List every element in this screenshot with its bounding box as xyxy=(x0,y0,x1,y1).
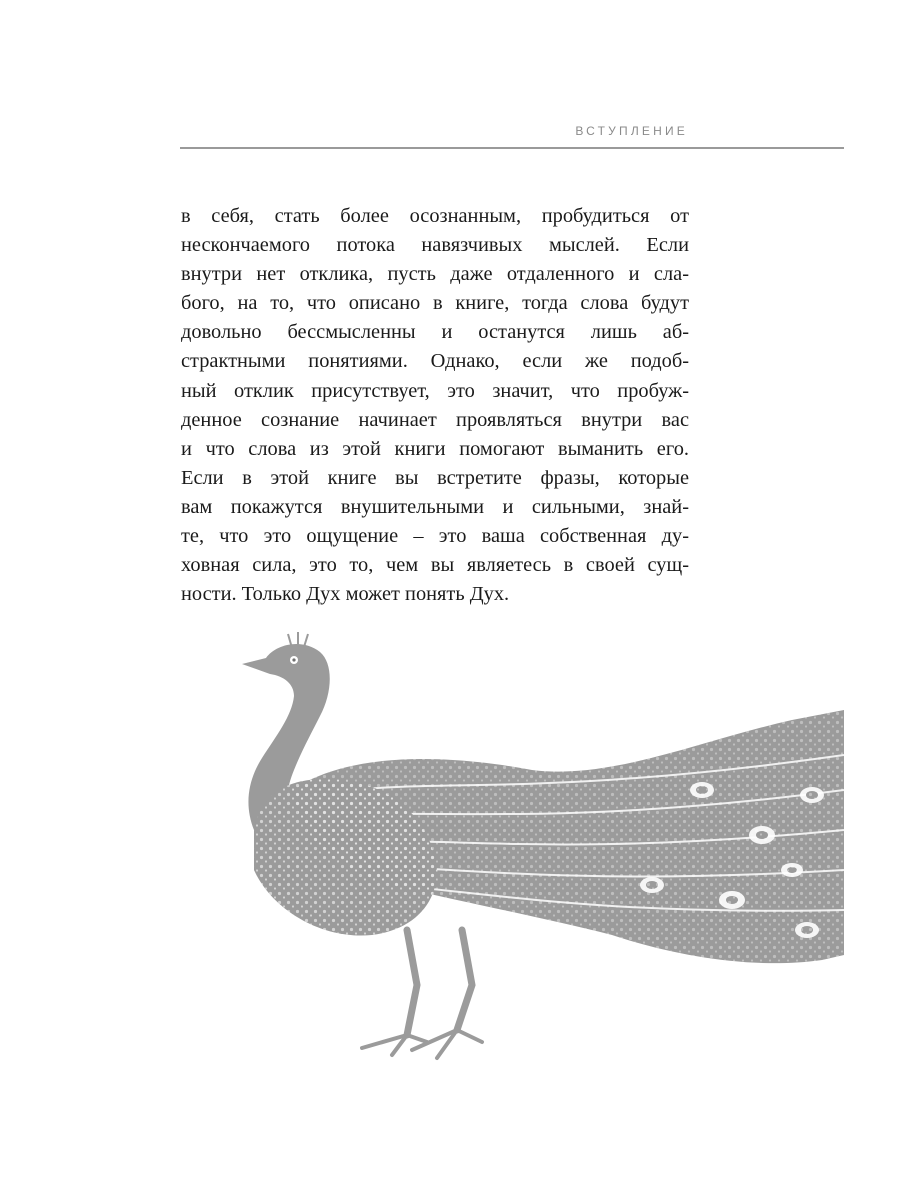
text-line: страктными понятиями. Однако, если же подоб- xyxy=(181,350,689,373)
header-rule xyxy=(180,147,844,149)
text-line: и что слова из этой книги помогают выманить его. xyxy=(181,437,689,460)
text-line: ности. Только Дух может понять Дух. xyxy=(181,583,510,606)
text-line: довольно бессмысленны и останутся лишь аб- xyxy=(181,321,689,344)
text-line: вам покажутся внушительными и сильными, знай- xyxy=(181,495,689,518)
text-line: ный отклик присутствует, это значит, что пробуж- xyxy=(181,379,689,402)
running-head: ВСТУПЛЕНИЕ xyxy=(575,124,688,138)
text-line: нескончаемого потока навязчивых мыслей. Если xyxy=(181,234,689,257)
peacock-illustration xyxy=(232,630,844,1064)
peacock-body xyxy=(242,632,844,1058)
text-line: те, что это ощущение – это ваша собственная ду- xyxy=(181,525,689,548)
text-line: денное сознание начинает проявляться внутри вас xyxy=(181,408,689,431)
text-line: бого, на то, что описано в книге, тогда слова будут xyxy=(181,292,689,315)
text-line: внутри нет отклика, пусть даже отдаленного и сла- xyxy=(181,263,689,286)
text-line: ховная сила, это то, чем вы являетесь в своей сущ- xyxy=(181,554,689,577)
body-paragraph xyxy=(181,202,689,609)
text-line: в себя, стать более осознанным, пробудиться от xyxy=(181,205,689,227)
text-line: Если в этой книге вы встретите фразы, которые xyxy=(181,466,689,489)
